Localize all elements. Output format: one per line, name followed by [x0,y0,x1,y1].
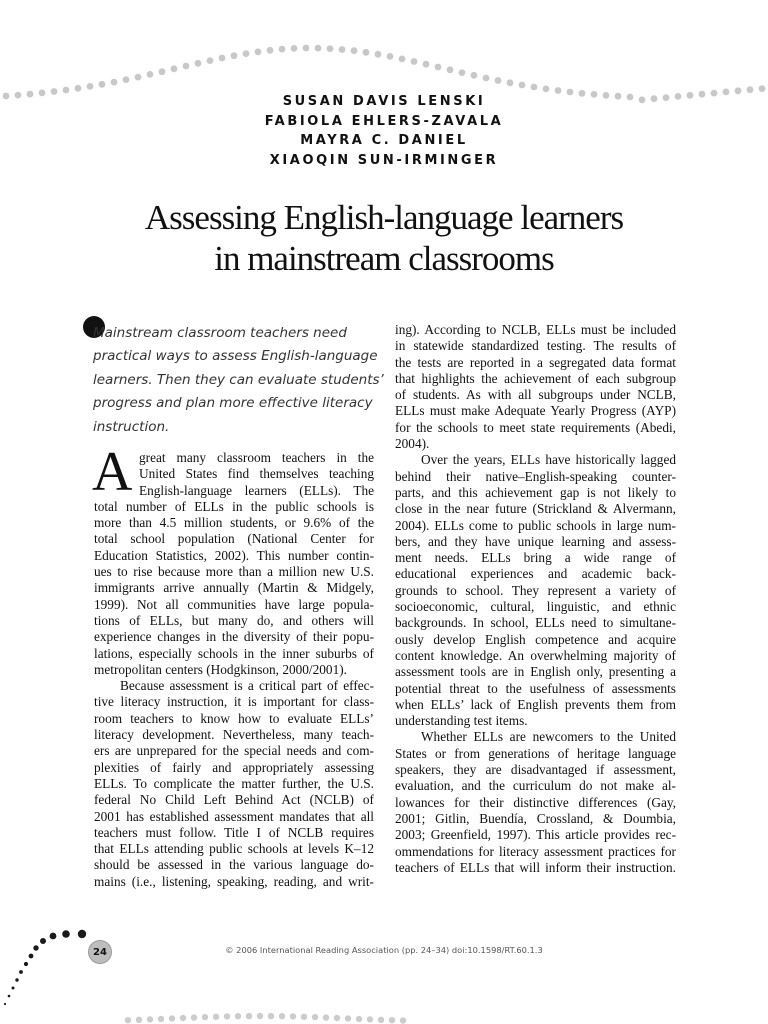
decorative-dot [367,1016,373,1022]
body-line: ment needs. ELLs bring a wide range of [395,550,676,566]
decorative-dot [339,46,346,53]
decorative-dot [375,51,382,58]
body-line: tions of ELLs, but many do, and others will [94,612,374,628]
body-line: immigrants arrive annually (Martin & Midgely, [94,580,374,596]
decorative-dot [50,933,57,940]
author-name: SUSAN DAVIS LENSKI [282,94,486,109]
decorative-dot [123,76,130,83]
decorative-dot [99,81,106,88]
body-line: plexities of fairly and appropriately assessing [94,759,374,775]
decorative-dot [147,71,154,78]
body-line: total school population (National Center for [94,531,374,547]
decorative-dot [243,50,250,57]
decorative-dot [290,1013,296,1019]
body-line: great many classroom teachers in the [139,450,374,465]
body-line: metropolitan centers (Hodgkinson, 2000/2001). [94,661,347,677]
body-line: Education Statistics, 2002). This number contin- [94,547,374,563]
decorative-dot [75,85,82,92]
body-line: Because assessment is a critical part of effec- [120,678,374,694]
body-line: ues to rise because more than a million new U.S. [94,564,374,580]
decorative-dot [303,45,310,52]
decorative-dot [180,1015,186,1021]
decorative-dot [519,82,526,89]
decorative-dot [87,83,94,90]
decorative-dot [363,49,370,56]
body-line: ing). According to NCLB, ELLs must be included [395,322,676,337]
decorative-dot [400,1017,406,1023]
decorative-dot [202,1014,208,1020]
body-line: United States find themselves teaching [139,466,374,482]
decorative-dot [435,64,442,71]
decorative-dot [159,68,166,75]
decorative-dot [219,55,226,62]
body-line: Over the years, ELLs have historically lagged [421,452,676,468]
decorative-dot [40,938,46,944]
decorative-dot [279,46,286,53]
decorative-dot [195,60,202,67]
abstract-line: learners. Then they can evaluate students’ [93,371,384,388]
body-line: mains (i.e., listening, speaking, reading, and writ- [94,873,374,889]
decorative-dot [78,930,86,938]
decorative-dot [136,1017,142,1023]
decorative-dot [191,1014,197,1020]
body-line: room teachers to know how to evaluate ELLs’ [94,710,374,726]
decorative-dot [235,1013,241,1019]
decorative-dot [231,52,238,59]
decorative-dot [62,930,70,938]
decorative-dot [224,1013,230,1019]
body-line: backgrounds. In school, ELLs need to simultane- [395,615,676,631]
body-line: educational experiences and academic back- [395,566,676,582]
decorative-dot [447,66,454,73]
body-line: parts, and this achievement gap is not likely to [395,484,676,500]
decorative-dot [15,978,18,981]
author-list [0,92,768,170]
decorative-dot [356,1016,362,1022]
body-line: 2003; Greenfield, 1997). This article provides rec- [395,827,676,843]
decorative-dot [387,53,394,60]
author-name: XIAOQIN SUN-IRMINGER [269,152,499,168]
body-line: content knowledge. An overwhelming majority of [395,647,676,663]
decorative-dot [213,1014,219,1020]
decorative-dot [399,56,406,63]
decorative-dot [411,58,418,65]
decorative-dot [301,1014,307,1020]
body-line: ers are unprepared for the special needs and com- [94,743,374,759]
decorative-dot [323,1014,329,1020]
article-title [0,197,768,279]
body-line: lowances for their distinctive differences (Gay, [395,794,676,810]
body-line: more than 4.5 million students, or 9.6% of the [94,515,374,531]
decorative-dot [315,45,322,52]
body-line: 2004). ELLs come to public schools in large num- [395,517,676,533]
body-line: teachers of ELLs that will inform their instruction. [395,859,676,875]
body-line: 2001 has established assessment mandates that all [94,808,374,824]
body-line: when ELLs’ lack of English prevents them from [395,696,676,712]
body-line: lations, especially schools in the inner suburbs of [94,645,374,661]
decorative-dot [312,1014,318,1020]
body-line: 2001; Gitlin, Buendía, Crossland, & Doumbia, [395,810,676,826]
body-line: 1999). Not all communities have large popula- [94,596,374,612]
body-line: experience changes in the diversity of their popu- [94,629,374,645]
body-line: ELLs. To complicate the matter further, the U.S. [94,775,374,791]
author-name: FABIOLA EHLERS-ZAVALA [264,113,504,129]
decorative-dot [24,962,28,966]
decorative-dot [125,1017,131,1023]
abstract-line: practical ways to assess English-language [93,348,378,365]
decorative-dot [169,1015,175,1021]
decorative-dot [389,1017,395,1023]
decorative-dot [158,1016,164,1022]
body-line: teachers must follow. Title I of NCLB requires [94,824,374,840]
body-line: for the schools to meet state requirements (Abedi, [395,419,676,435]
body-line: English-language learners (ELLs). The [139,482,374,498]
abstract [93,322,383,439]
decorative-dot [507,79,514,86]
decorative-dot [759,85,766,92]
decorative-dot [483,75,490,82]
decorative-dot [334,1015,340,1021]
decorative-dot [351,47,358,54]
body-line: ously develop English competence and acquire [395,631,676,647]
body-line: literacy development. Nevertheless, many teach- [94,727,374,743]
decorative-dot [279,1013,285,1019]
body-line: assessment tools are in English only, presenting a [395,664,676,680]
body-line: that highlights the achievement of each subgroup [395,370,676,386]
decorative-dot [268,1013,274,1019]
title-line: Assessing English-language learners [144,198,624,237]
body-line: ELLs must make Adequate Yearly Progress (AYP) [395,403,676,419]
decorative-dot [255,48,262,55]
decorative-dot [471,72,478,79]
body-column-right [395,322,676,876]
author-name: MAYRA C. DANIEL [300,133,468,148]
decorative-dot [12,987,15,990]
body-line: 2004). [395,436,430,452]
page-number: 24 [88,940,112,964]
decorative-dot [378,1017,384,1023]
body-line: evaluation, and the curriculum do not make al- [395,778,676,794]
body-line: should be assessed in the various language do- [94,857,374,873]
body-line: in statewide standardized testing. The results of [395,338,676,354]
abstract-line: instruction. [93,418,170,435]
decorative-dot [207,57,214,64]
drop-cap: A [92,441,133,503]
body-line: bers, and they have unique learning and assess- [395,533,676,549]
body-line: of students. As with all subgroups under NCLB, [395,387,676,403]
body-line: socioeconomic, cultural, linguistic, and ethnic [395,599,676,615]
decorative-dot [147,1016,153,1022]
footer-citation: © 2006 International Reading Association (pp. 24–34) doi:10.1598/RT.60.1.3 [225,945,543,955]
body-line: federal No Child Left Behind Act (NCLB) of [94,792,374,808]
decorative-dot [257,1013,263,1019]
decorative-dot [459,69,466,76]
body-line: total number of ELLs in the public schools is [94,498,374,514]
body-line: the tests are reported in a segregated data format [395,354,676,370]
title-line: in mainstream classrooms [214,239,554,278]
abstract-line: Mainstream classroom teachers need [93,325,347,341]
decorative-dot [345,1015,351,1021]
decorative-dot [111,79,118,86]
body-line: potential threat to the usefulness of assessments [395,680,676,696]
decorative-dot [246,1013,252,1019]
body-line: Whether ELLs are newcomers to the United [421,729,676,745]
body-line: speakers, they are disadvantaged if assessment, [395,762,676,778]
abstract-line: progress and plan more effective literacy [93,395,373,412]
decorative-dot [183,63,190,70]
decorative-dot [327,45,334,52]
decorative-dot [531,84,538,91]
body-line: grounds to school. They represent a variety of [395,582,676,598]
decorative-dot [19,970,23,974]
decorative-dot [291,45,298,52]
decorative-dot [423,61,430,68]
body-line: States or from generations of heritage language [395,745,676,761]
body-line: behind their native–English-speaking counter- [395,468,676,484]
body-line: tive literacy instruction, it is important for class- [94,694,374,710]
decorative-dot [495,77,502,84]
body-line: close in the near future (Strickland & Alvermann, [395,501,676,517]
decorative-dot [267,47,274,54]
decorative-dot [171,65,178,72]
body-line: understanding test items. [395,713,528,729]
body-line: ommendations for literacy assessment practices for [395,843,676,859]
decorative-dot [135,74,142,81]
decorative-dot [8,995,11,998]
body-column-left [94,450,374,890]
decorative-dot [4,1003,6,1005]
body-line: that ELLs attending public schools at levels K–12 [94,841,374,857]
